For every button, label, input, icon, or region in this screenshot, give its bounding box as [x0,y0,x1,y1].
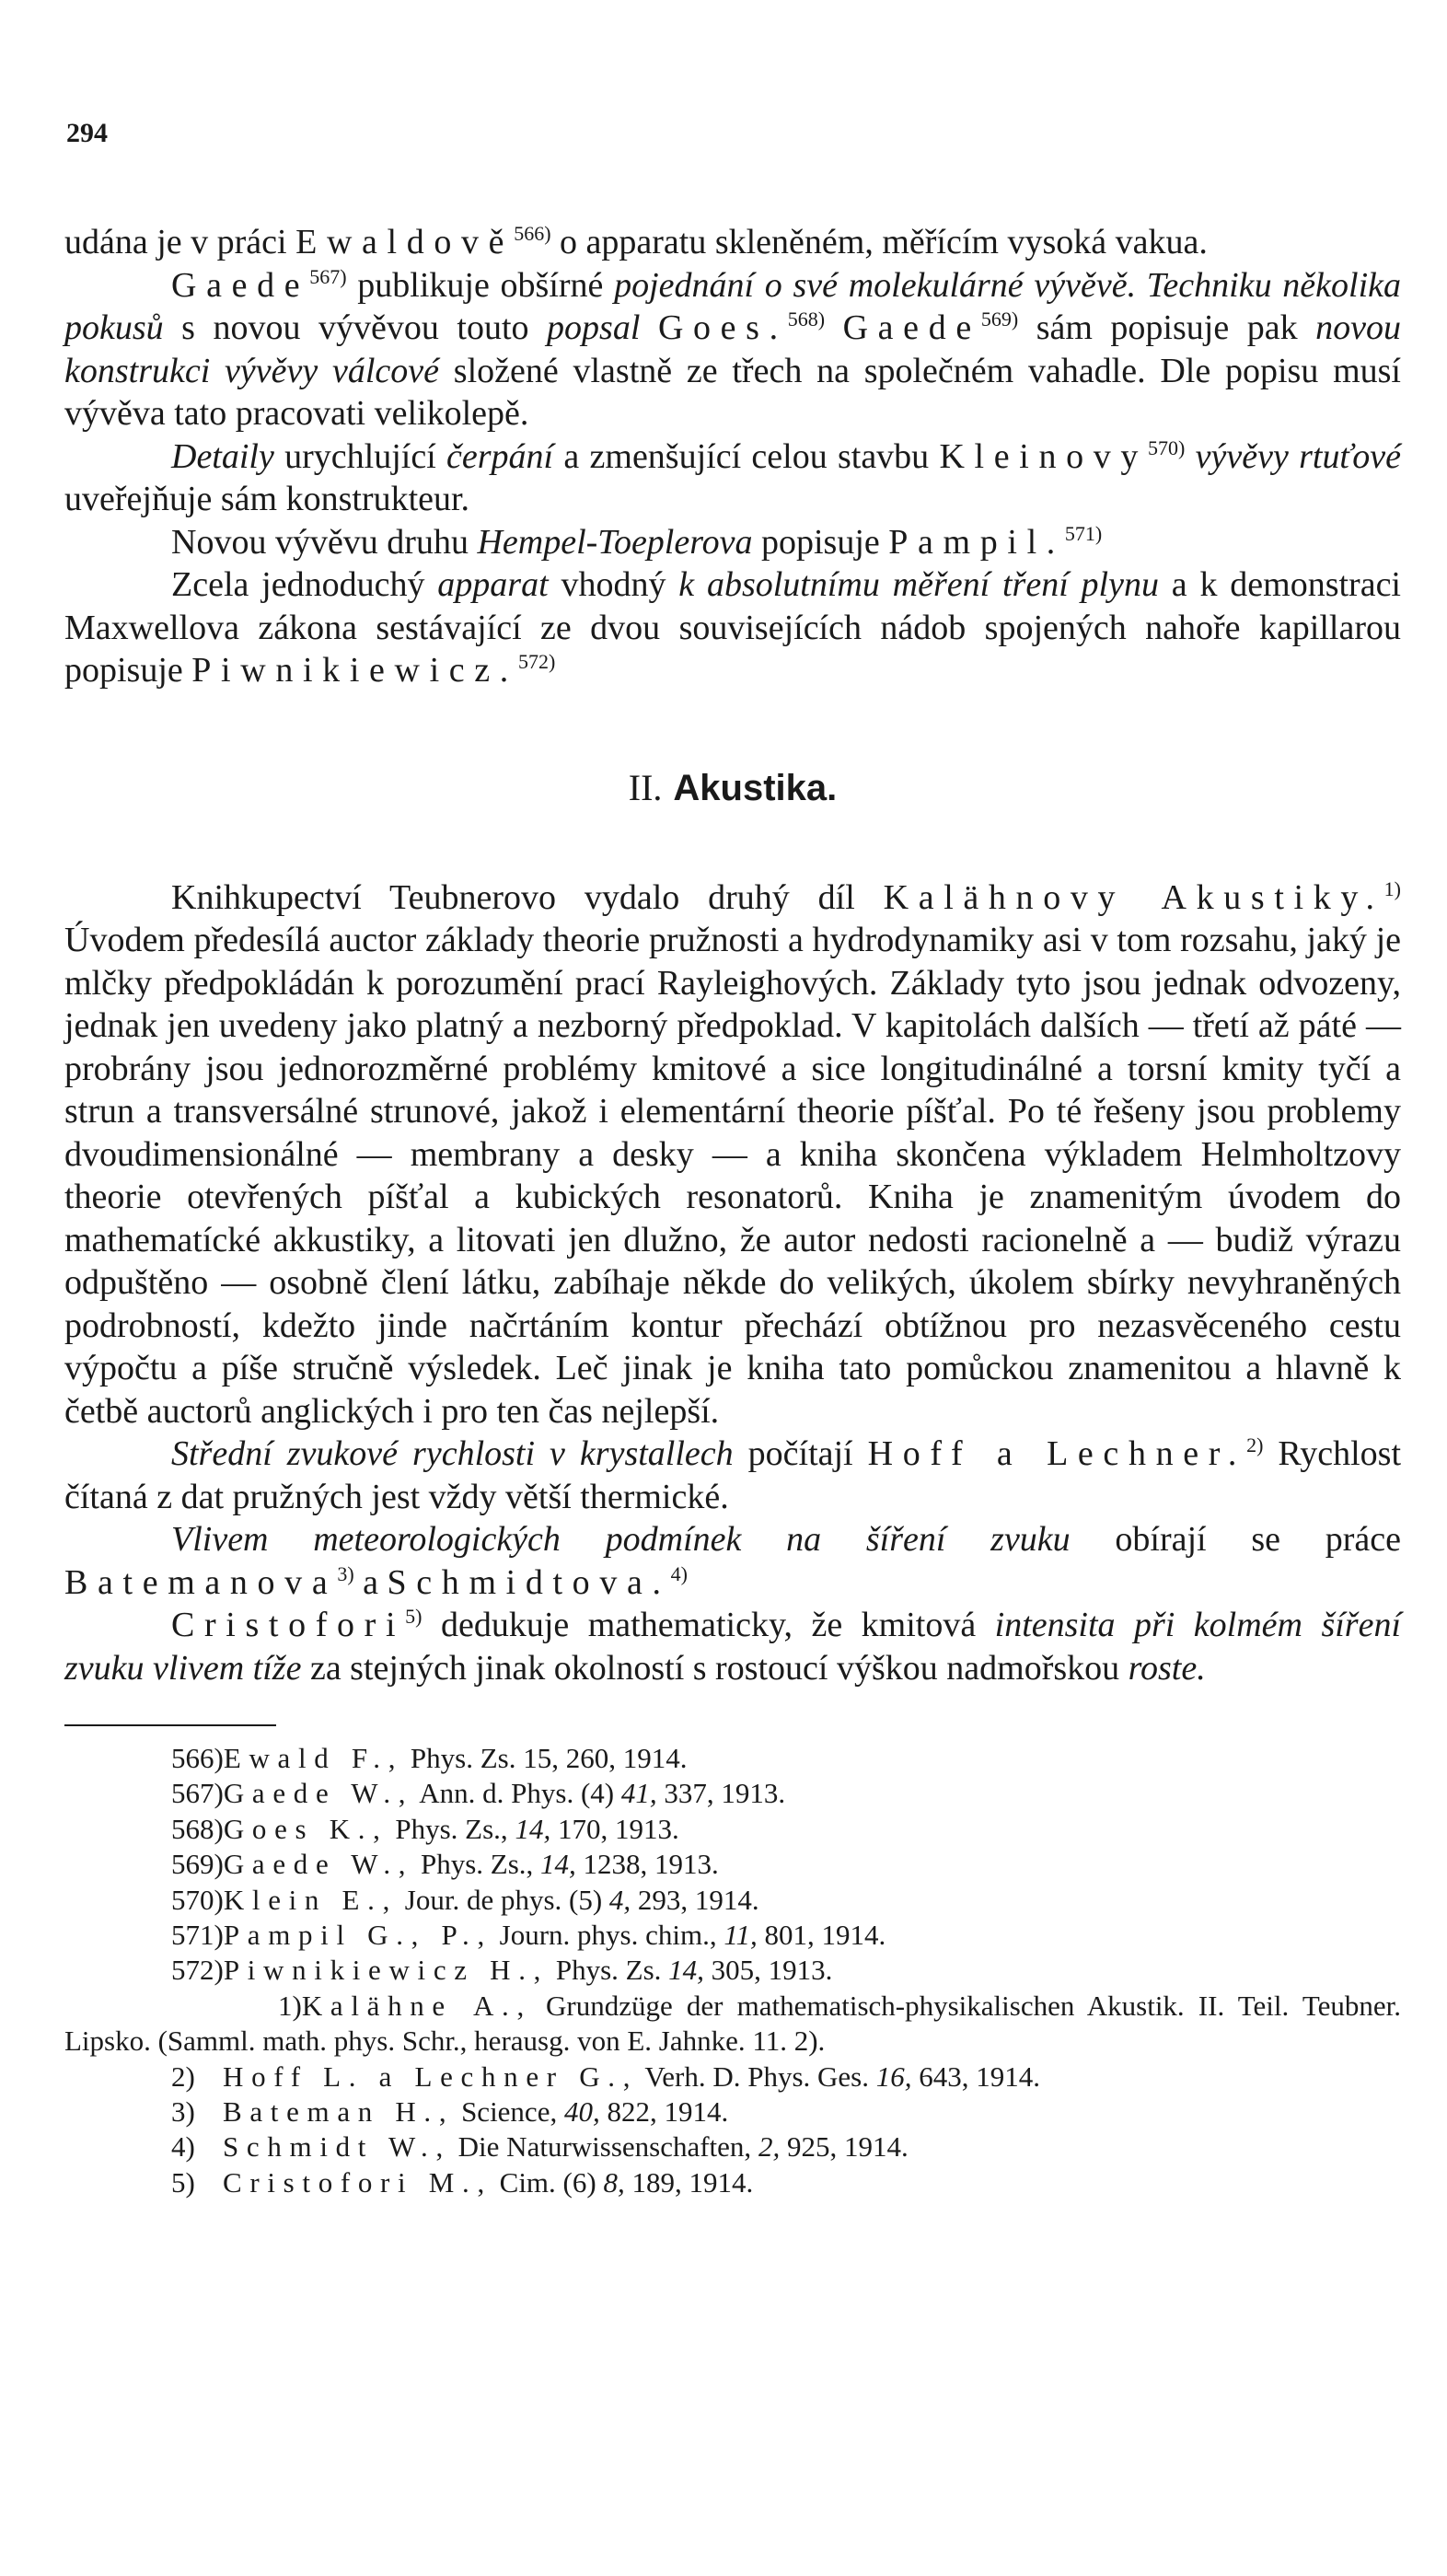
footnote-ref: 3) [337,1561,354,1585]
section-number: II. [628,766,663,808]
footnote-ref: 1) [1383,876,1401,900]
author-name: Batemanova [64,1562,338,1602]
section-heading [64,766,1401,810]
footnote: 568)Goes K., Phys. Zs., 14, 170, 1913. [171,1812,679,1845]
paragraph-ewald: udána je v práci Ewaldově$^{566)}$ o apparatu skleněném, měřícím vysoká vakua. [64,222,1208,261]
footnote: 570)Klein E., Jour. de phys. (5) 4, 293, 1914. [171,1883,759,1916]
footnote-ref: 566) [514,222,551,245]
section-title: Akustika. [673,767,838,808]
author-name: Pampil. [888,522,1065,562]
paragraph-pampil: Novou vývěvu druhu Hempel-Toeplerova popisuje Pampil.$^{571)}$ [171,521,1103,562]
footnote-ref: 4) [670,1561,688,1585]
author-name: Hoff a Lechner. [867,1434,1247,1473]
author-name: Piwnikiewicz. [191,651,518,690]
footnote: 566)Ewald F., Phys. Zs. 15, 260, 1914. [171,1742,688,1774]
footnote-ref: 568) [787,307,826,331]
paragraph-cristofori: Cristofori$^{5)}$ dedukuje mathematicky, že kmitová intensita při kolmém šíření zvuku vlivem tíže za stejných jinak okolností s rostoucí výškou nadmořskou roste. [64,1605,1401,1688]
page-body [64,221,1401,2200]
footnote-ref: 2) [1246,1433,1264,1456]
page-number: 294 [66,118,108,148]
footnote: 3) Bateman H., Science, 40, 822, 1914. [171,2095,729,2129]
footnote-ref: 567) [309,264,347,288]
footnote-ref: 572) [517,650,556,673]
footnotes [64,1741,1401,2200]
footnote-ref: 571) [1064,521,1103,545]
footnote: 4) Schmidt W., Die Naturwissenschaften, 2, 925, 1914. [171,2130,909,2164]
author-name: Kleinovy [939,436,1149,476]
paragraph-gaede: Gaede$^{567)}$ publikuje obšírné pojednání o své molekulárné vývěvě. Techniku několika pokusů s novou vývěvou touto popsal Goes.$^{568)}$ Gaede$^{569)}$ sám popisuje pak novou konstrukci vývěvy válcové složené vlastně ze třech na společném vahadle. Dle popisu musí vývěva tato pracovati velikolepě. [64,264,1401,433]
footnote: 2) Hoff L. a Lechner G., Verh. D. Phys. Ges. 16, 643, 1914. [171,2060,1041,2093]
paragraph-klein: Detaily urychlující čerpání a zmenšující celou stavbu Kleinovy$^{570)}$ vývěvy rtuťové uveřejňuje sám konstrukteur. [64,435,1401,518]
paragraph-kalahne: Knihkupectví Teubnerovo vydalo druhý díl Kalähnovy Akustiky.$^{1)}$ Úvodem předesílá auctor základy theorie pružnosti a hydrodynamiky asi v tom rozsahu, jaký je mlčky předpokládán k porozumění prací Rayleighových. Základy tyto jsou jednak odvozeny, jednak jen uvedeny jako platný a nezborný předpoklad. V kapitolách dalších — třetí až páté — probrány jsou jednorozměrné problémy kmitové a sice longitudinálné a torsní kmity tyčí a strun a transversálné strunové, jakož i elementární theorie píšťal. Po té řešeny jsou problemy dvoudimensionálné — membrany a desky — a kniha skončena výkladem Helmholtzovy theorie otevřených píšťal a kubických resonatorů. Kniha je znamenitým úvodem do mathematícké akkustiky, a litovati jen dlužno, že autor nedosti racionelně a — budiž výrazu odpuštěno — osobně člení látku, zabíhaje někde do velikých, úkolem sbírky nevyhraněných podrobností, kdežto jinde načrtáním kontur přechází obtížnou pro nezasvěceného cestu výpočtu a píše stručně výsledek. Leč jinak je kniha tato pomůckou znamenitou a hlavně k četbě auctorů anglických i pro ten čas nejlepší. [64,876,1401,1431]
author-name: Goes. [657,308,788,347]
author-name: Cristofori [171,1606,406,1644]
footnote-separator [64,1724,276,1726]
author-name: Ewaldově [295,223,515,261]
footnote: 5) Cristofori M., Cim. (6) 8, 189, 1914. [171,2165,754,2199]
footnote: 1)Kalähne A., Grundzüge der mathematisch-physikalischen Akustik. II. Teil. Teubner. Lipsko. (Samml. math. phys. Schr., herausg. von E. Jahnke. 11. 2). [64,1989,1402,2058]
paragraph-bateman: Vlivem meteorologických podmínek na šíření zvuku obírají se práce Batemanova$^{3)}$ a Schmidtova.$^{4)}$ [64,1520,1401,1602]
footnote: 572)Piwnikiewicz H., Phys. Zs. 14, 305, 1913. [171,1954,833,1987]
paragraph-hoff-lechner: Střední zvukové rychlosti v krystallech počítají Hoff a Lechner.$^{2)}$ Rychlost čítaná z dat pružných jest vždy větší thermické. [64,1433,1402,1516]
footnote-ref: 5) [405,1605,423,1628]
author-name: Schmidtova. [387,1562,671,1602]
author-name: Gaede [171,265,310,305]
author-name: Gaede [842,308,981,347]
footnote-ref: 570) [1148,435,1186,459]
footnote: 567)Gaede W., Ann. d. Phys. (4) 41, 337, 1913. [171,1777,786,1810]
footnote-ref: 569) [980,307,1019,331]
paragraph-piwnikiewicz: Zcela jednoduchý apparat vhodný k absolutnímu měření tření plynu a k demonstraci Maxwellova zákona sestávající ze dvou souvisejících nádob spojených nahoře kapillarou popisuje Piwnikiewicz.$^{572)}$ [64,565,1401,690]
footnote: 569)Gaede W., Phys. Zs., 14, 1238, 1913. [171,1848,719,1881]
author-name: Kalähnovy Akustiky. [883,877,1384,917]
footnote: 571)Pampil G., P., Journ. phys. chim., 11, 801, 1914. [171,1919,886,1952]
